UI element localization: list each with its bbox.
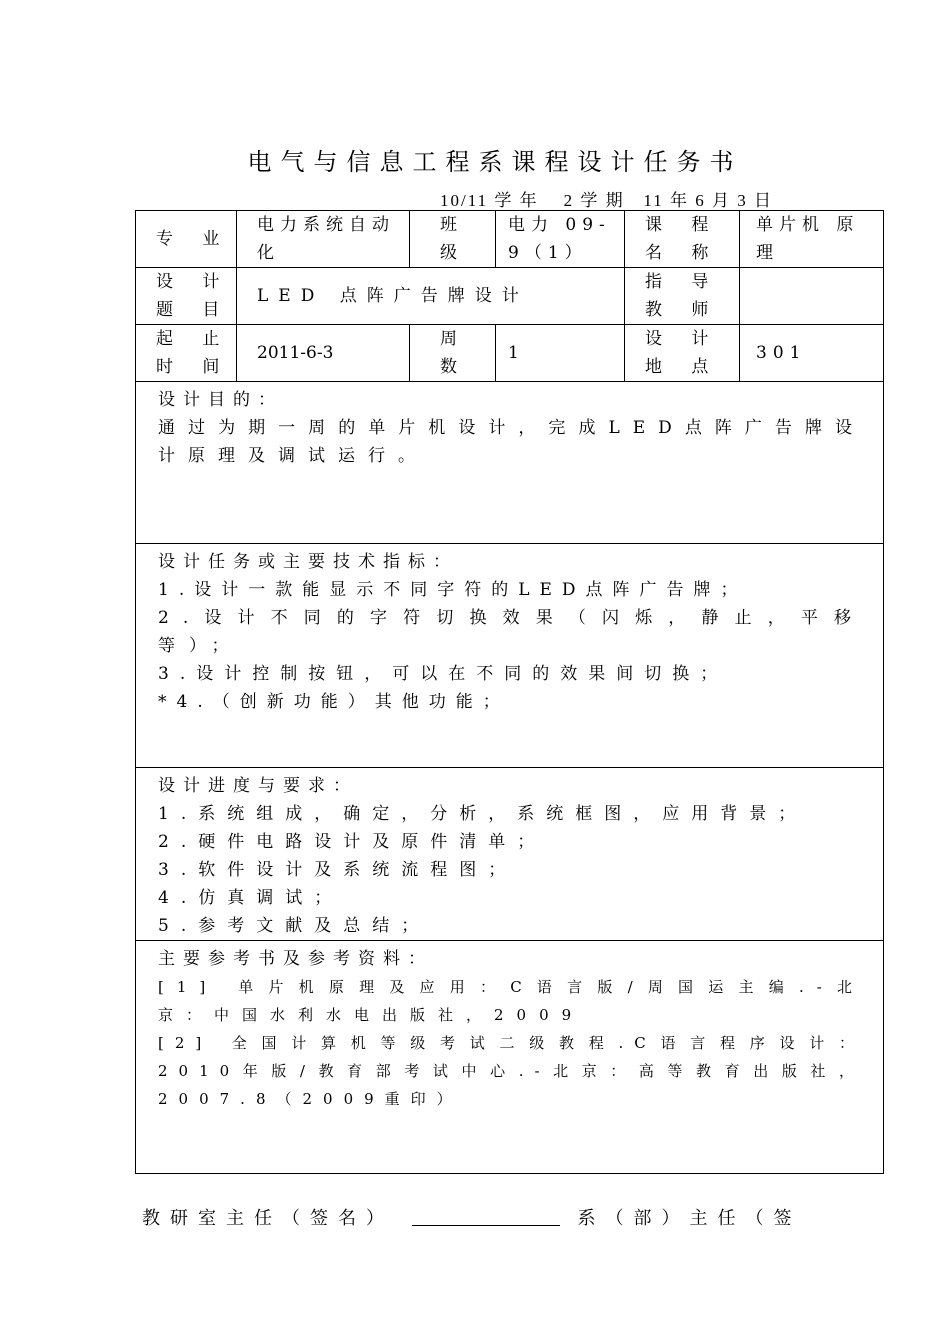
- class-value: 电力 09-9（1）: [496, 211, 625, 268]
- dept-signature-label: 系（部）主任（签: [577, 1208, 802, 1229]
- purpose-cell: [136, 382, 884, 544]
- date-line: 10/11 学 年 2 学 期 11 年 6 月 3 日: [440, 191, 773, 210]
- references-cell: [136, 941, 884, 1174]
- teacher-value: [740, 268, 884, 325]
- place-value: 301: [740, 325, 884, 382]
- period-value: 2011-6-3: [237, 325, 410, 382]
- course-value: 单片机 原 理: [740, 211, 884, 268]
- period-label: 起 止 时 间: [136, 325, 237, 382]
- director-signature-label: 教研室主任（签名）: [142, 1208, 394, 1229]
- schedule-item-1: 1.系统组成，确定，分析，系统框图，应用背景；: [158, 804, 808, 824]
- teacher-label: 指 导 教 师: [625, 268, 740, 325]
- task-form-table: [135, 210, 884, 1174]
- course-label: 课 程 名 称: [625, 211, 740, 268]
- major-value: 电力系统自动化: [237, 211, 410, 268]
- tasks-cell: [136, 544, 884, 768]
- task-item-2: 2.设计不同的字符切换效果（闪烁，静止，平移等）；: [158, 608, 865, 656]
- row-topic: [136, 268, 884, 325]
- task-item-1: 1.设计一款能显示不同字符的LED点阵广告牌；: [158, 580, 748, 600]
- topic-label: 设 计 题 目: [136, 268, 237, 325]
- place-label: 设 计 地 点: [625, 325, 740, 382]
- purpose-heading: 设计目的：: [158, 390, 283, 410]
- reference-item-2: [2] 全国计算机等级考试二级教程.C语言程序设计：2010年版/教育部考试中心.-北京：高等教育出版社，2007.8（2009重印）: [158, 1034, 865, 1108]
- director-signature-line[interactable]: [412, 1207, 560, 1226]
- references-heading: 主要参考书及参考资料：: [158, 949, 433, 969]
- row-references: [136, 941, 884, 1174]
- schedule-item-2: 2.硬件电路设计及原件清单；: [158, 832, 547, 852]
- weeks-value: 1: [496, 325, 625, 382]
- row-period: [136, 325, 884, 382]
- schedule-item-4: 4.仿真调试；: [158, 888, 344, 908]
- major-label: 专 业: [136, 211, 237, 268]
- schedule-item-5: 5.参考文献及总结；: [158, 916, 431, 936]
- tasks-heading: 设计任务或主要技术指标：: [158, 552, 458, 572]
- schedule-heading: 设计进度与要求：: [158, 776, 358, 796]
- row-schedule: [136, 768, 884, 941]
- reference-item-1: [1] 单片机原理及应用：C语言版/周国运主编.-北京：中国水利水电出版社，2009: [158, 978, 865, 1024]
- task-item-3: 3.设计控制按钮，可以在不同的效果间切换；: [158, 664, 729, 684]
- weeks-label: 周 数: [410, 325, 496, 382]
- schedule-item-3: 3.软件设计及系统流程图；: [158, 860, 518, 880]
- class-label: 班 级: [410, 211, 496, 268]
- row-purpose: [136, 382, 884, 544]
- topic-value: LED 点阵广告牌设计: [237, 268, 625, 325]
- signature-footer: [142, 1204, 801, 1230]
- schedule-cell: [136, 768, 884, 941]
- row-major: [136, 211, 884, 268]
- row-tasks: [136, 544, 884, 768]
- document-title: 电气与信息工程系课程设计任务书: [247, 148, 743, 176]
- purpose-text: 通过为期一周的单片机设计，完成LED点阵广告牌设计原理及调试运行。: [158, 418, 865, 466]
- task-item-4: *4.（创新功能）其他功能；: [158, 692, 510, 712]
